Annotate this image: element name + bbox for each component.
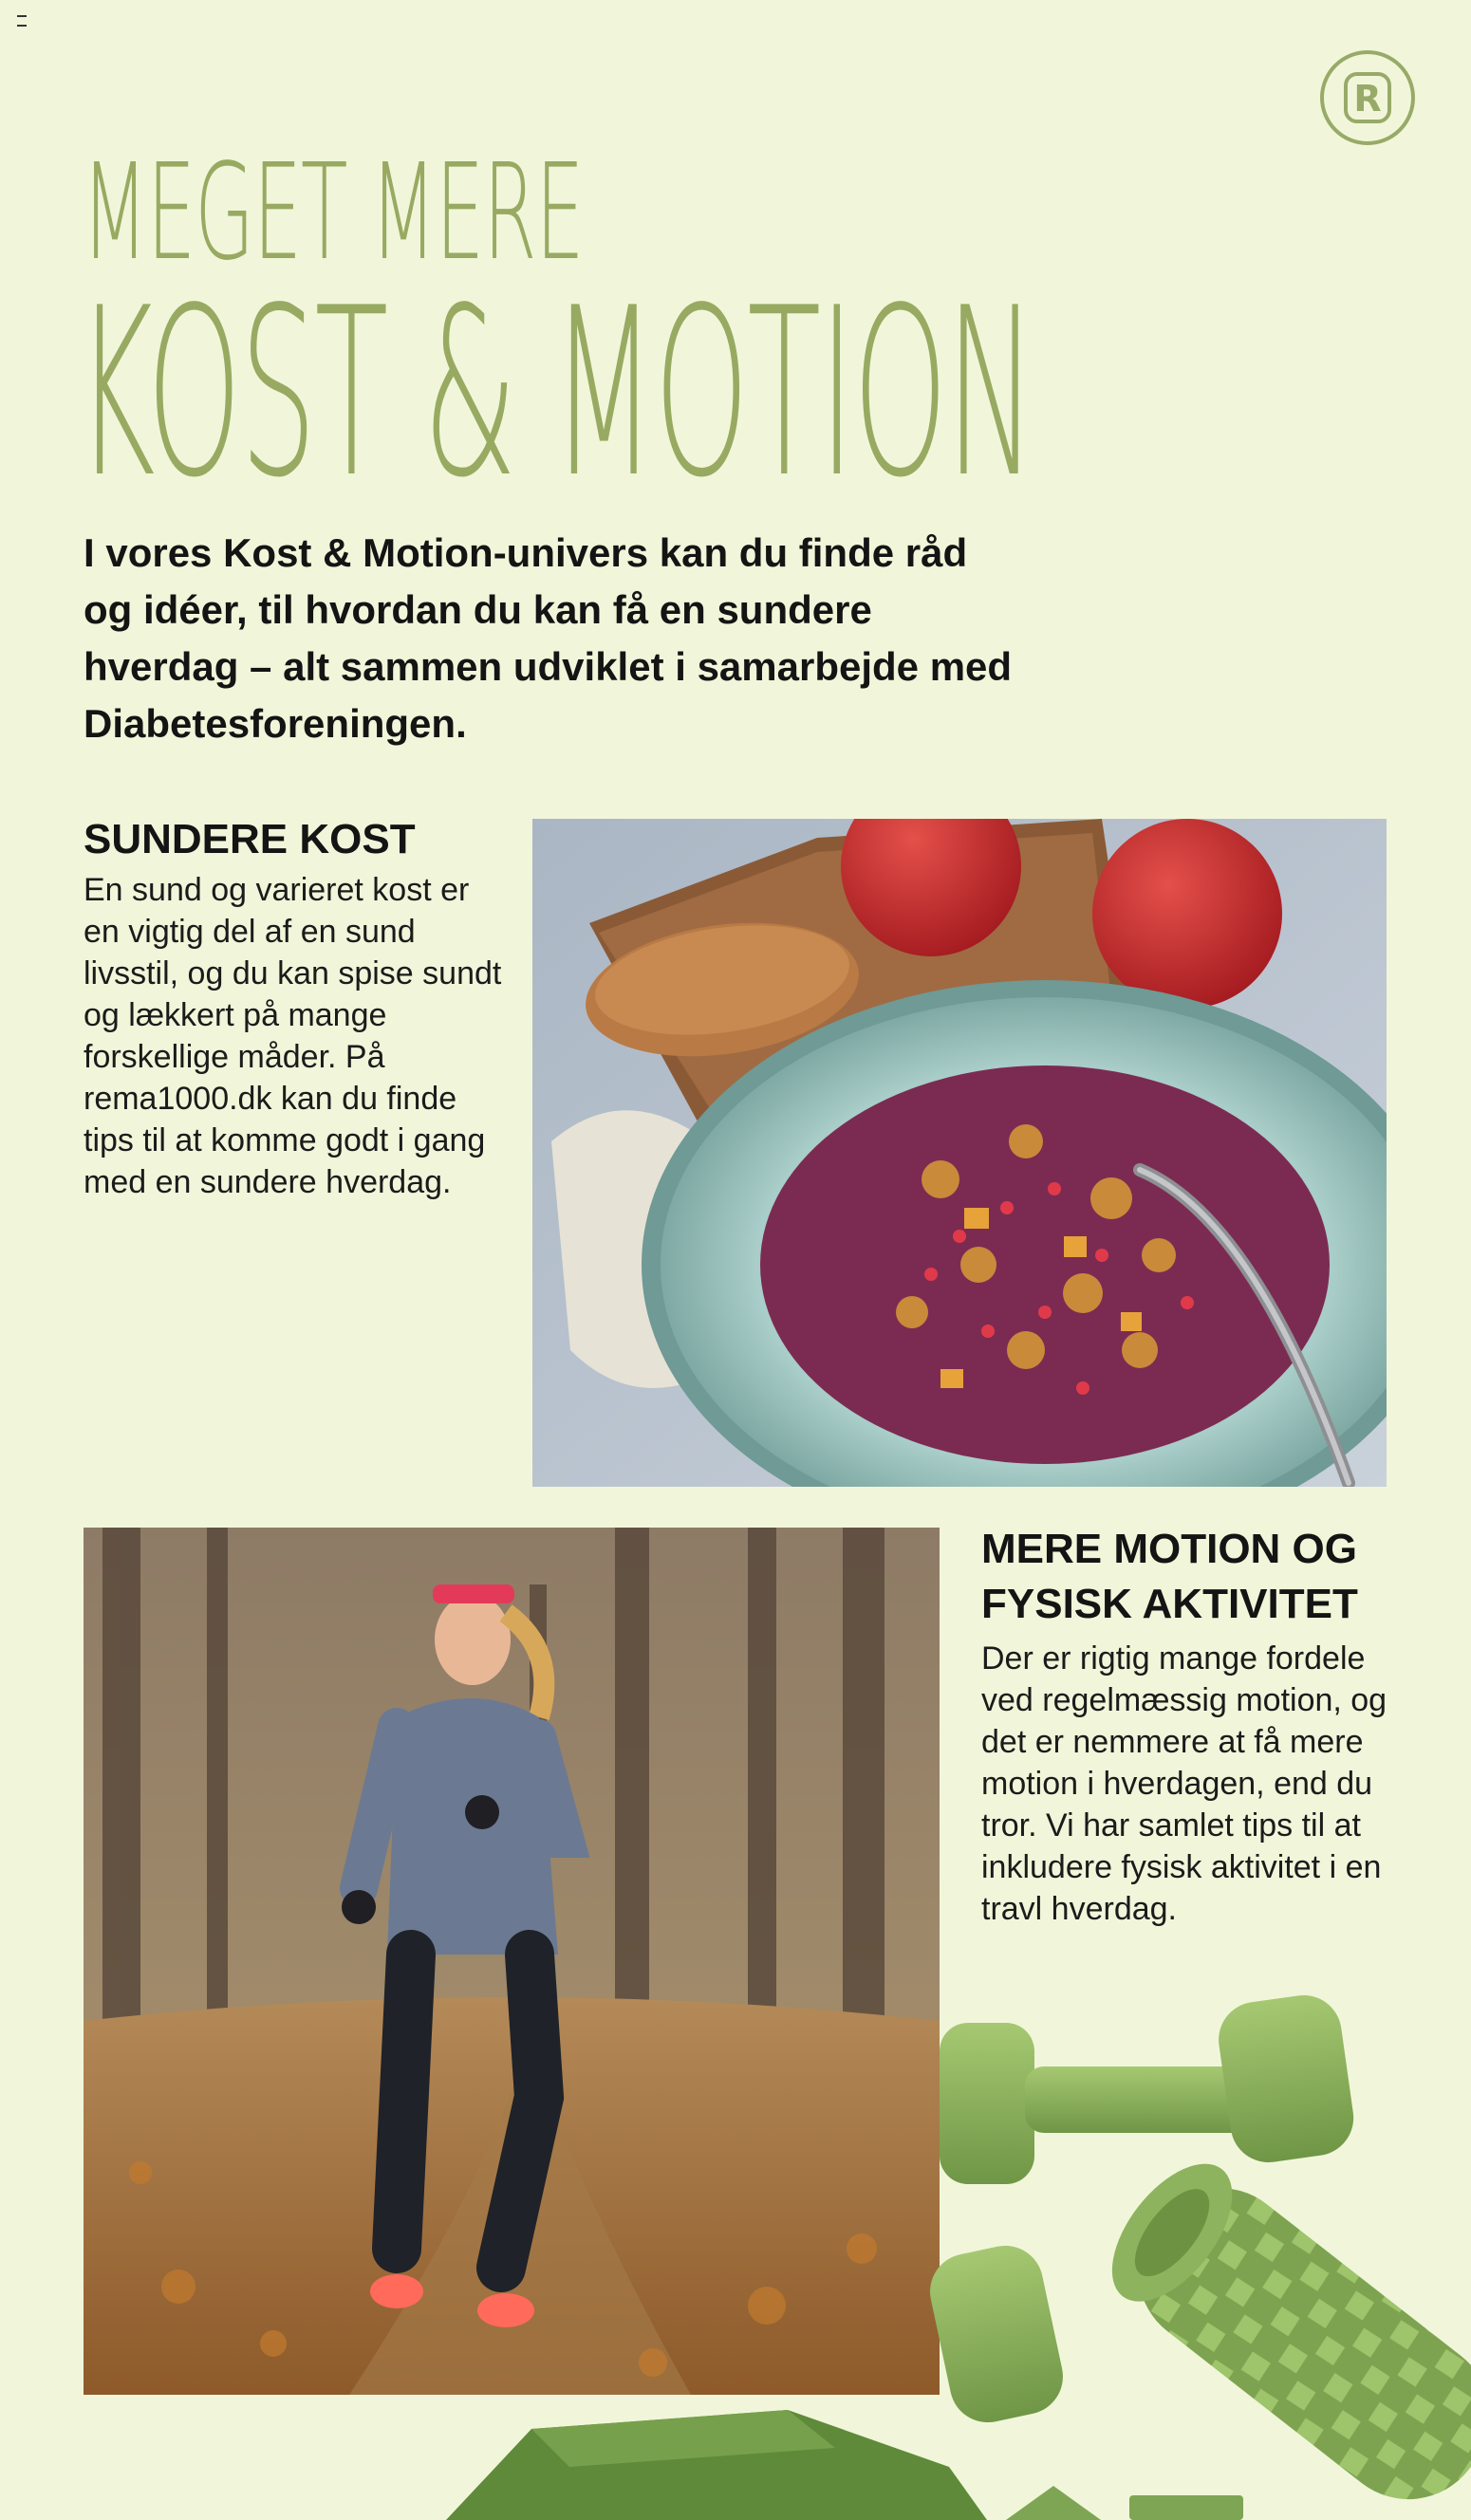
logo-letter: R: [1353, 78, 1382, 120]
menu-icon: [17, 15, 27, 27]
kost-section-title: SUNDERE KOST: [84, 816, 416, 862]
yoga-mat-icon: [446, 2410, 987, 2520]
page-title: KOST & MOTION: [76, 258, 1035, 528]
rema-logo-icon: [1338, 68, 1397, 127]
rema-logo[interactable]: [1320, 50, 1415, 145]
kost-section-body: En sund og varieret kost er en vigtig del af en sund livsstil, og du kan spise sundt og lækkert på mange forskellige måder. På rema1000.dk kan du finde tips til at komme godt i gang med en sundere hverdag.: [84, 872, 502, 1200]
dumbbell-icon: [923, 2238, 1071, 2429]
motion-section-body: Der er rigtig mange fordele ved regelmæssig motion, og det er nemmere at få mere motion i hverdagen, end du tror. Vi har samlet tips til at inkludere fysisk aktivitet i en travl hverdag.: [981, 1640, 1387, 1927]
exercise-block-icon: [1006, 2486, 1243, 2520]
runner-photo: [84, 1528, 940, 2395]
foam-roller-icon: [1089, 2142, 1471, 2520]
dumbbell-icon: [940, 1991, 1358, 2184]
food-photo: [532, 819, 1387, 1487]
intro-text: I vores Kost & Motion-univers kan du finde råd og idéer, til hvordan du kan få en sundere hverdag – alt sammen udviklet i samarbejde med Diabetesforeningen.: [84, 530, 1013, 746]
motion-section-title: MERE MOTION OG FYSISK AKTIVITET: [981, 1526, 1358, 1627]
page-kicker: MEGET MERE: [82, 136, 584, 290]
